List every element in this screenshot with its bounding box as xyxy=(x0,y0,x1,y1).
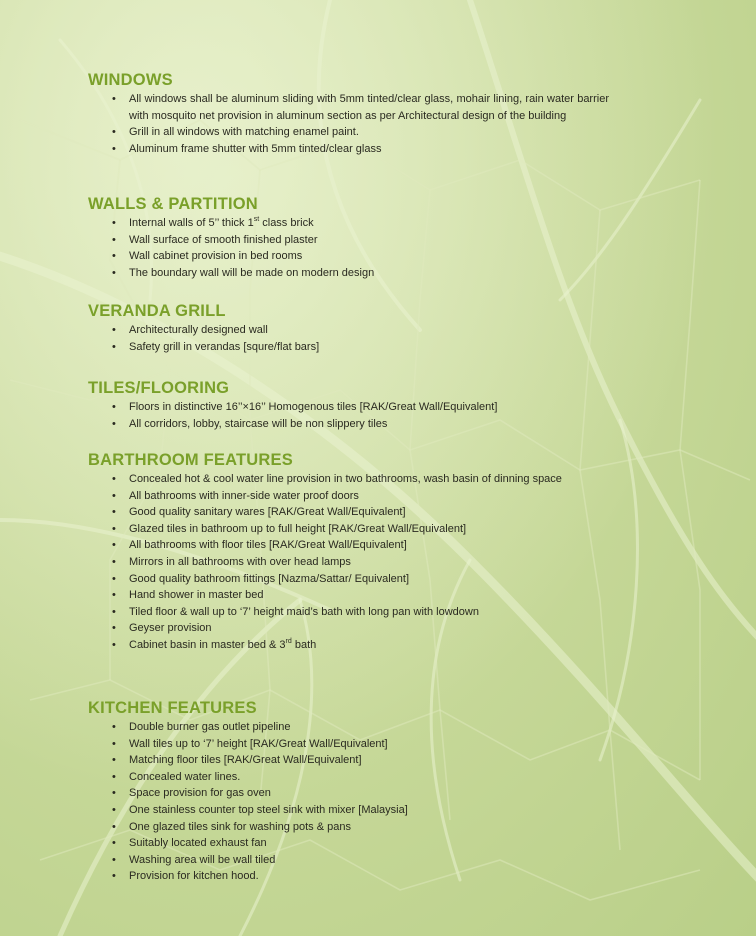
list-item: • Wall surface of smooth finished plaster xyxy=(88,232,578,249)
list-item: • Hand shower in master bed xyxy=(88,587,578,604)
list-item: • Concealed water lines. xyxy=(88,769,578,786)
list-item: • Wall tiles up to ‘7’ height [RAK/Great Wall/Equivalent] xyxy=(88,736,578,753)
section-heading: WINDOWS xyxy=(88,71,173,89)
list-item: • Glazed tiles in bathroom up to full height [RAK/Great Wall/Equivalent] xyxy=(88,521,578,538)
section-tiles-flooring xyxy=(88,378,578,432)
list-item: • Grill in all windows with matching enamel paint. xyxy=(88,124,578,141)
list-item: • All corridors, lobby, staircase will be non slippery tiles xyxy=(88,416,578,433)
list-item: • Mirrors in all bathrooms with over head lamps xyxy=(88,554,578,571)
tiles-list xyxy=(88,399,578,432)
list-item: • All windows shall be aluminum sliding with 5mm tinted/clear glass, mohair lining, rain water barrier with mosquito net provision in aluminum section as per Architectural design of the building xyxy=(88,91,609,124)
list-item: • Good quality bathroom fittings [Nazma/Sattar/ Equivalent] xyxy=(88,571,578,588)
section-heading: WALLS & PARTITION xyxy=(88,195,258,213)
list-item: • All bathrooms with inner-side water proof doors xyxy=(88,488,578,505)
list-item: • Provision for kitchen hood. xyxy=(88,868,578,885)
list-item: • Double burner gas outlet pipeline xyxy=(88,719,578,736)
section-veranda-grill xyxy=(88,301,578,355)
veranda-list xyxy=(88,322,578,355)
list-item: • Safety grill in verandas [squre/flat bars] xyxy=(88,339,578,356)
list-item: • Wall cabinet provision in bed rooms xyxy=(88,248,578,265)
list-item: • One stainless counter top steel sink with mixer [Malaysia] xyxy=(88,802,578,819)
list-item: • Floors in distinctive 16’’×16’’ Homogenous tiles [RAK/Great Wall/Equivalent] xyxy=(88,399,578,416)
list-item: • Space provision for gas oven xyxy=(88,785,578,802)
walls-list xyxy=(88,215,578,281)
list-item: • Aluminum frame shutter with 5mm tinted/clear glass xyxy=(88,141,578,158)
list-item: • Tiled floor & wall up to ‘7’ height maid’s bath with long pan with lowdown xyxy=(88,604,578,621)
list-item: • Geyser provision xyxy=(88,620,578,637)
list-item: • All bathrooms with floor tiles [RAK/Great Wall/Equivalent] xyxy=(88,537,578,554)
section-walls-partition xyxy=(88,194,578,281)
list-item: • Cabinet basin in master bed & 3rd bath xyxy=(88,637,578,654)
list-item: • One glazed tiles sink for washing pots & pans xyxy=(88,819,578,836)
list-item: • Good quality sanitary wares [RAK/Great Wall/Equivalent] xyxy=(88,504,578,521)
list-item: • Washing area will be wall tiled xyxy=(88,852,578,869)
section-bathroom-features xyxy=(88,450,578,654)
windows-list xyxy=(88,91,609,157)
list-item: • Architecturally designed wall xyxy=(88,322,578,339)
section-heading: KITCHEN FEATURES xyxy=(88,699,257,717)
section-heading: VERANDA GRILL xyxy=(88,302,226,320)
list-item: • Internal walls of 5’’ thick 1st class brick xyxy=(88,215,578,232)
bathroom-list xyxy=(88,471,578,654)
section-kitchen-features xyxy=(88,698,578,885)
section-heading: TILES/FLOORING xyxy=(88,379,230,397)
section-heading: BARTHROOM FEATURES xyxy=(88,451,293,469)
section-windows xyxy=(88,70,609,157)
list-item: • Suitably located exhaust fan xyxy=(88,835,578,852)
list-item: • Matching floor tiles [RAK/Great Wall/Equivalent] xyxy=(88,752,578,769)
kitchen-list xyxy=(88,719,578,885)
list-item: • The boundary wall will be made on modern design xyxy=(88,265,578,282)
list-item: • Concealed hot & cool water line provision in two bathrooms, wash basin of dinning space xyxy=(88,471,602,488)
